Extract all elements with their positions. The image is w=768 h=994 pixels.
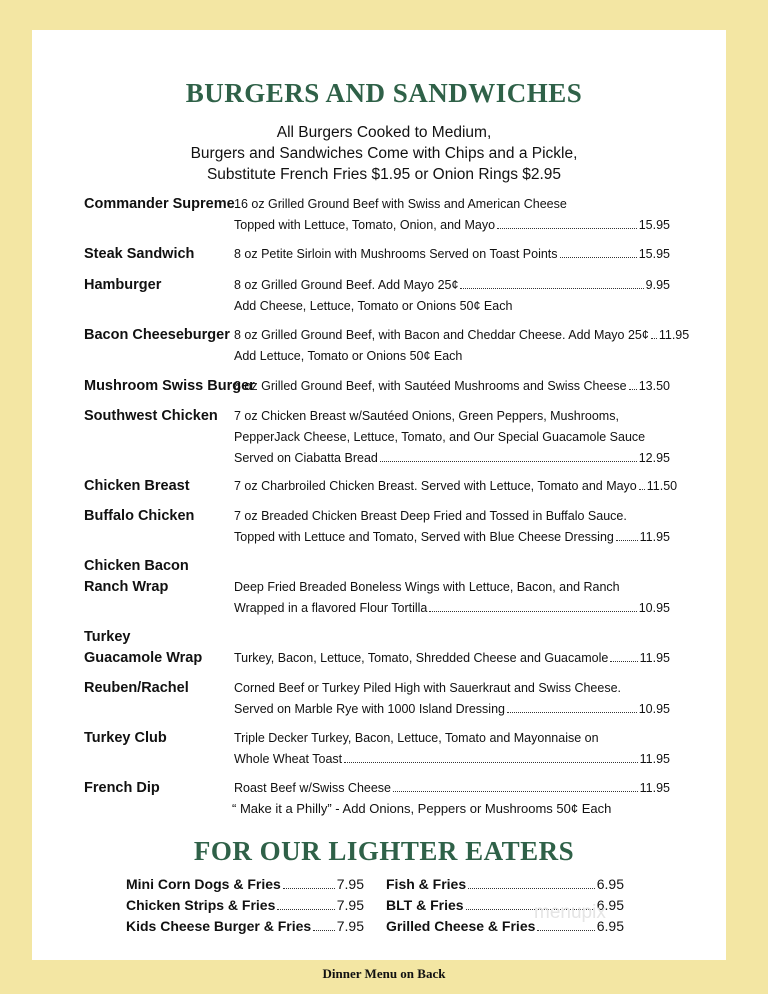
item-price: 12.95 [638, 451, 670, 465]
item-description-line [234, 778, 670, 798]
item-description: Triple Decker Turkey, Bacon, Lettuce, Tomato and Mayonnaise on [234, 731, 599, 745]
lighter-item-price: 7.95 [336, 897, 364, 913]
item-description-line [234, 275, 670, 295]
lighter-item-name: Fish & Fries [386, 876, 467, 892]
item-description-line [234, 527, 670, 547]
item-description: Corned Beef or Turkey Piled High with Sauerkraut and Swiss Cheese. [234, 681, 621, 695]
item-description-line [234, 244, 670, 264]
item-description: 8 oz Grilled Ground Beef, with Sautéed Mushrooms and Swiss Cheese [234, 379, 627, 393]
dot-leader [460, 288, 643, 289]
lighter-item-price: 6.95 [596, 918, 624, 934]
item-name: Hamburger [84, 277, 162, 293]
item-name: Commander Supreme [84, 196, 235, 212]
dot-leader [313, 930, 335, 931]
item-name: Reuben/Rachel [84, 680, 189, 696]
dot-leader [651, 338, 657, 339]
lighter-item [126, 916, 364, 936]
dot-leader [468, 888, 595, 889]
item-price: 11.50 [646, 479, 678, 493]
dot-leader [380, 461, 637, 462]
item-price: 10.95 [638, 702, 670, 716]
dot-leader [610, 661, 637, 662]
item-description: Turkey, Bacon, Lettuce, Tomato, Shredded Cheese and Guacamole [234, 651, 609, 665]
item-description: 8 oz Petite Sirloin with Mushrooms Served on Toast Points [234, 247, 558, 261]
item-price: 11.95 [639, 752, 670, 766]
burgers-intro [0, 122, 768, 185]
lighter-item-name: Grilled Cheese & Fries [386, 918, 536, 934]
lighter-item-name: Kids Cheese Burger & Fries [126, 918, 312, 934]
intro-line: All Burgers Cooked to Medium, [276, 124, 492, 141]
lighter-item [126, 895, 364, 915]
item-price: 11.95 [639, 530, 670, 544]
item-name: Southwest Chicken [84, 408, 218, 424]
item-description-line [234, 215, 670, 235]
item-price: 11.95 [658, 328, 690, 342]
lighter-item [386, 874, 624, 894]
item-description-line [234, 448, 670, 468]
lighter-item [126, 874, 364, 894]
item-description-line [234, 648, 670, 668]
item-description: Add Lettuce, Tomato or Onions 50¢ Each [234, 349, 463, 363]
dot-leader [639, 489, 645, 490]
item-name: Guacamole Wrap [84, 650, 203, 666]
dot-leader [344, 762, 637, 763]
item-name: Chicken Bacon [84, 558, 189, 574]
item-description: Topped with Lettuce, Tomato, Onion, and Mayo [234, 218, 496, 232]
dot-leader [507, 712, 637, 713]
item-name: Turkey Club [84, 730, 167, 746]
item-description: Roast Beef w/Swiss Cheese [234, 781, 392, 795]
dot-leader [497, 228, 637, 229]
lighter-item-price: 6.95 [596, 897, 624, 913]
item-description: PepperJack Cheese, Lettuce, Tomato, and Our Special Guacamole Sauce [234, 430, 646, 444]
item-description-line [234, 325, 690, 345]
item-description: Wrapped in a flavored Flour Tortilla [234, 601, 428, 615]
item-price: 11.95 [639, 781, 670, 795]
item-name: Turkey [84, 629, 131, 645]
dot-leader [560, 257, 637, 258]
item-description: Served on Ciabatta Bread [234, 451, 378, 465]
dot-leader [283, 888, 335, 889]
item-description: 7 oz Chicken Breast w/Sautéed Onions, Green Peppers, Mushrooms, [234, 409, 619, 423]
item-price: 15.95 [638, 247, 670, 261]
item-name: French Dip [84, 780, 160, 796]
lighter-item-name: BLT & Fries [386, 897, 464, 913]
intro-line: Substitute French Fries $1.95 or Onion Rings $2.95 [206, 166, 562, 183]
dot-leader [537, 930, 594, 931]
lighter-item-price: 7.95 [336, 876, 364, 892]
item-name: Buffalo Chicken [84, 508, 195, 524]
item-description: 7 oz Charbroiled Chicken Breast. Served with Lettuce, Tomato and Mayo [234, 479, 637, 493]
item-price: 15.95 [638, 218, 670, 232]
lighter-item-price: 6.95 [596, 876, 624, 892]
item-description: 8 oz Grilled Ground Beef, with Bacon and Cheddar Cheese. Add Mayo 25¢ [234, 328, 649, 342]
item-description: Topped with Lettuce and Tomato, Served with Blue Cheese Dressing [234, 530, 614, 544]
lighter-eaters-title: FOR OUR LIGHTER EATERS [193, 836, 575, 866]
dot-leader [277, 909, 334, 910]
item-description: Deep Fried Breaded Boneless Wings with Lettuce, Bacon, and Ranch [234, 580, 620, 594]
item-price: 10.95 [638, 601, 670, 615]
item-description: 8 oz Grilled Ground Beef. Add Mayo 25¢ [234, 278, 459, 292]
lighter-item-price: 7.95 [336, 918, 364, 934]
item-description: Served on Marble Rye with 1000 Island Dressing [234, 702, 505, 716]
item-description: 7 oz Breaded Chicken Breast Deep Fried and Tossed in Buffalo Sauce. [234, 509, 627, 523]
burgers-section-title: BURGERS AND SANDWICHES [185, 78, 583, 108]
item-name: Bacon Cheeseburger [84, 327, 230, 343]
item-name: Ranch Wrap [84, 579, 169, 595]
dot-leader [629, 389, 637, 390]
item-name: Mushroom Swiss Burger [84, 378, 255, 394]
intro-line: Burgers and Sandwiches Come with Chips and a Pickle, [190, 145, 578, 162]
item-name: Chicken Breast [84, 478, 190, 494]
item-description-line [234, 476, 678, 496]
lighter-item-name: Mini Corn Dogs & Fries [126, 876, 281, 892]
watermark: menupix [534, 902, 606, 923]
item-description: Whole Wheat Toast [234, 752, 343, 766]
dot-leader [393, 791, 638, 792]
item-price: 9.95 [645, 278, 670, 292]
item-description-line [234, 749, 670, 769]
item-price: 13.50 [638, 379, 670, 393]
item-description: 16 oz Grilled Ground Beef with Swiss and American Cheese [234, 197, 567, 211]
item-note: “ Make it a Philly” - Add Onions, Peppers or Mushrooms 50¢ Each [232, 801, 612, 816]
item-description-line [234, 376, 670, 396]
item-price: 11.95 [639, 651, 670, 665]
dot-leader [616, 540, 638, 541]
lighter-item-name: Chicken Strips & Fries [126, 897, 276, 913]
item-description-line [234, 598, 670, 618]
item-name: Steak Sandwich [84, 246, 195, 262]
footer-note: Dinner Menu on Back [322, 966, 446, 981]
item-description: Add Cheese, Lettuce, Tomato or Onions 50¢ Each [234, 299, 513, 313]
dot-leader [429, 611, 636, 612]
item-description-line [234, 699, 670, 719]
